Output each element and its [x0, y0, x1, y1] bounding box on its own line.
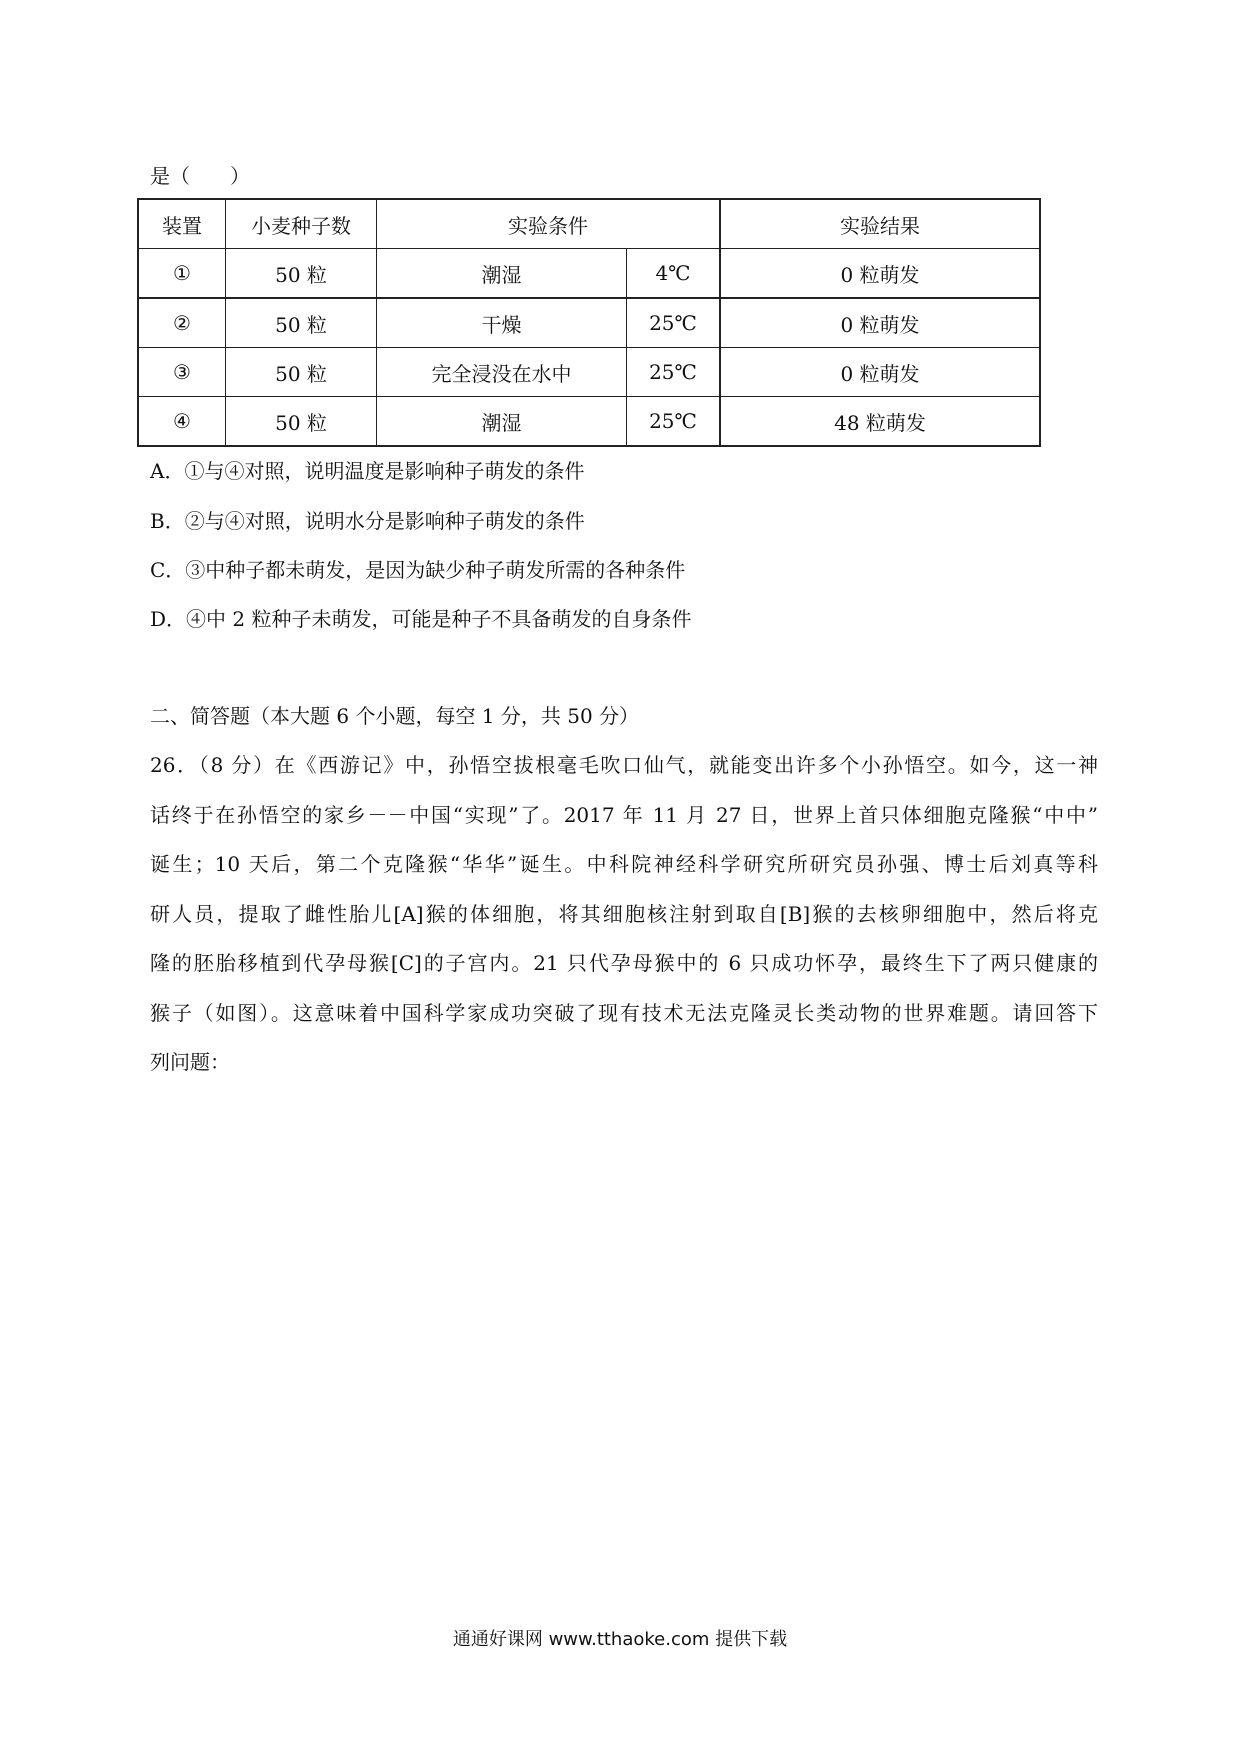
table-header-row [138, 199, 1040, 249]
section-title: 二、简答题（本大题 6 个小题，每空 1 分，共 50 分） [150, 704, 640, 728]
option-d: D．④中 2 粒种子未萌发，可能是种子不具备萌发的自身条件 [150, 607, 692, 631]
cell-result: 48 粒萌发 [720, 397, 1040, 447]
cell-condition: 完全浸没在水中 [377, 348, 627, 397]
paragraph-line: 列问题： [150, 1050, 230, 1074]
paragraph-line: 隆的胚胎移植到代孕母猴[C]的子宫内。21 只代孕母猴中的 6 只成功怀孕，最终生下了两只健康的 [150, 951, 1098, 975]
cell-condition: 潮湿 [377, 397, 627, 447]
cell-seeds: 50 粒 [226, 249, 377, 299]
paragraph-line: 猴子（如图）。这意味着中国科学家成功突破了现有技术无法克隆灵长类动物的世界难题。请回答下 [150, 1000, 1098, 1025]
cell-seeds: 50 粒 [226, 298, 377, 348]
question-26-paragraph [150, 741, 1098, 1088]
paragraph-line: 26．（8 分）在《西游记》中，孙悟空拔根毫毛吹口仙气，就能变出许多个小孙悟空。如今，这一神 [150, 753, 1098, 777]
cell-condition: 干燥 [377, 298, 627, 348]
header-device: 装置 [138, 199, 226, 249]
cell-device: ① [138, 249, 226, 299]
cell-device: ④ [138, 397, 226, 447]
page-footer: 通通好课网 www.tthaoke.com 提供下载 [452, 1629, 788, 1650]
cell-temperature: 25℃ [627, 397, 721, 447]
question-stem-tail: 是（ ） [150, 164, 250, 188]
option-a: A．①与④对照，说明温度是影响种子萌发的条件 [150, 459, 585, 483]
table-row [138, 249, 1040, 299]
cell-result: 0 粒萌发 [720, 348, 1040, 397]
table-row [138, 298, 1040, 348]
cell-result: 0 粒萌发 [720, 249, 1040, 299]
cell-device: ③ [138, 348, 226, 397]
experiment-table [137, 198, 1041, 447]
table-row [138, 348, 1040, 397]
cell-seeds: 50 粒 [226, 397, 377, 447]
cell-condition: 潮湿 [377, 249, 627, 299]
table-row [138, 397, 1040, 447]
paragraph-line: 研人员，提取了雌性胎儿[A]猴的体细胞，将其细胞核注射到取自[B]猴的去核卵细胞中，然后将克 [150, 901, 1098, 926]
option-c: C．③中种子都未萌发，是因为缺少种子萌发所需的各种条件 [150, 558, 686, 582]
cell-seeds: 50 粒 [226, 348, 377, 397]
header-conditions: 实验条件 [377, 199, 721, 249]
cell-result: 0 粒萌发 [720, 298, 1040, 348]
cell-temperature: 25℃ [627, 348, 721, 397]
paragraph-line: 诞生；10 天后，第二个克隆猴“华华”诞生。中科院神经科学研究所研究员孙强、博士后刘真等科 [150, 852, 1098, 876]
header-seed-count: 小麦种子数 [226, 199, 377, 249]
cell-temperature: 25℃ [627, 298, 721, 348]
header-results: 实验结果 [720, 199, 1040, 249]
cell-temperature: 4℃ [627, 249, 721, 299]
cell-device: ② [138, 298, 226, 348]
paragraph-line: 话终于在孙悟空的家乡－－中国“实现”了。2017 年 11 月 27 日，世界上首只体细胞克隆猴“中中” [150, 802, 1098, 827]
option-b: B．②与④对照，说明水分是影响种子萌发的条件 [150, 509, 585, 533]
